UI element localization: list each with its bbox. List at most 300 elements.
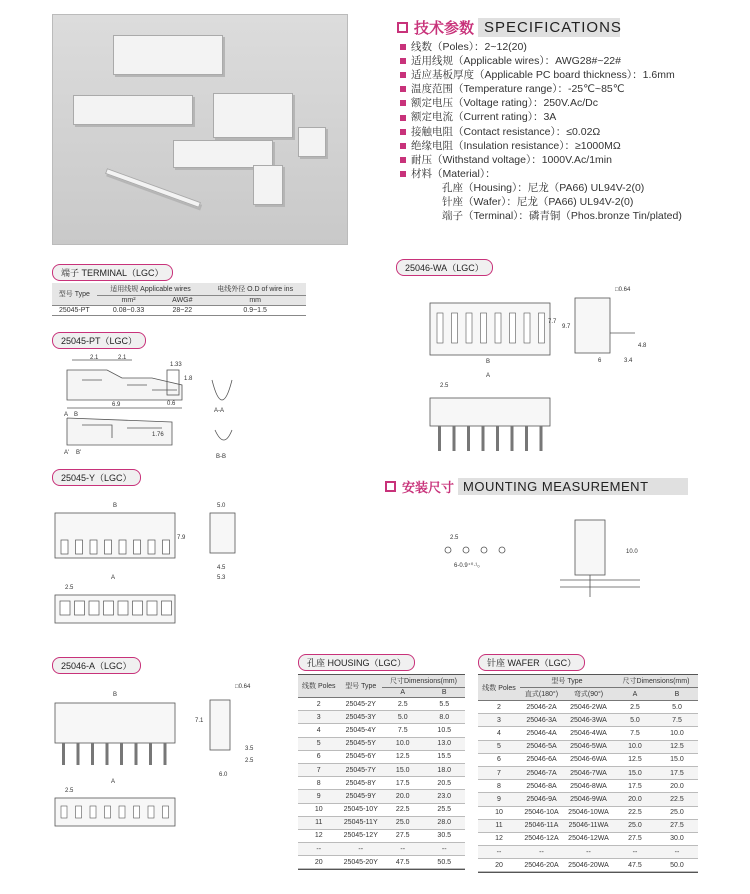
- material-item: 孔座（Housing）：尼龙（PA66) UL94V-2(0): [442, 181, 645, 194]
- terminal-header-awg: AWG#: [160, 296, 204, 306]
- dim-label: 9.7: [562, 324, 571, 330]
- slot: [90, 540, 97, 554]
- table-row: [298, 843, 465, 856]
- pin: [149, 743, 152, 765]
- y-drawing: [45, 495, 255, 645]
- table-cell: 12.5: [614, 753, 656, 766]
- mounting-drawing: [430, 505, 660, 605]
- table-row: [298, 790, 465, 803]
- dim-label: □0.64: [235, 684, 251, 690]
- spec-item: 温度范围（Temperature range）：-25℃~85℃: [400, 82, 682, 96]
- table-cell: 5.0: [656, 701, 698, 714]
- pin-hole: [119, 806, 125, 818]
- specifications-header: [397, 17, 620, 38]
- table-cell: 2: [478, 701, 520, 714]
- table-cell: 12: [478, 832, 520, 845]
- dim-label: A: [486, 373, 491, 379]
- pin-slot: [452, 313, 458, 343]
- table-row: [478, 832, 698, 845]
- mounting-title-en: MOUNTING MEASUREMENT: [458, 478, 688, 495]
- table-cell: 22.5: [656, 793, 698, 806]
- table-cell: 15.0: [614, 766, 656, 779]
- housing-header-type: 型号 Type: [340, 675, 383, 698]
- table-cell: 27.5: [614, 832, 656, 845]
- pin-hole: [163, 806, 169, 818]
- table-cell: 25045-20Y: [340, 856, 383, 869]
- table-row: [298, 711, 465, 724]
- table-cell: 25046-12WA: [563, 832, 614, 845]
- table-cell: 25046-6A: [520, 753, 563, 766]
- terminal-header-type: 型号 Type: [52, 283, 97, 306]
- table-cell: 25046-2WA: [563, 701, 614, 714]
- table-cell: 20.0: [656, 780, 698, 793]
- spec-item: 适应基板厚度（Applicable PC board thickness）：1.6mm: [400, 68, 682, 82]
- slot: [163, 540, 170, 554]
- slot: [134, 540, 141, 554]
- table-cell: 25046-8WA: [563, 780, 614, 793]
- spec-item: 线数（Poles）：2~12(20): [400, 40, 682, 54]
- spec-item: 耐压（Withstand voltage）：1000V.Ac/1min: [400, 153, 682, 167]
- dim-label: B: [486, 359, 491, 365]
- table-cell: 18.0: [423, 763, 465, 776]
- table-row: [298, 816, 465, 829]
- table-row: [298, 763, 465, 776]
- table-cell: 20: [478, 859, 520, 872]
- wafer-table-wrap: [478, 674, 698, 873]
- slot: [61, 540, 68, 554]
- table-cell: 10: [478, 806, 520, 819]
- pin: [496, 426, 499, 451]
- table-cell: 20.5: [423, 777, 465, 790]
- table-cell: 25046-9A: [520, 793, 563, 806]
- table-cell: 15.0: [656, 753, 698, 766]
- slot: [148, 540, 155, 554]
- dim-label: □0.64: [615, 287, 631, 293]
- slot: [89, 601, 99, 615]
- table-cell: 12: [298, 829, 340, 842]
- table-row: [478, 714, 698, 727]
- table-cell: 2: [298, 698, 340, 711]
- pin: [91, 743, 94, 765]
- table-cell: 25046-4A: [520, 727, 563, 740]
- table-row: 25045-PT 0.08~0.33 28~22 0.9~1.5: [52, 306, 306, 316]
- a-tag: 25046-A（LGC）: [52, 657, 141, 674]
- table-cell: 25046-8A: [520, 780, 563, 793]
- table-cell: 12.5: [656, 740, 698, 753]
- terminal-table: [52, 283, 306, 316]
- table-cell: 13.0: [423, 737, 465, 750]
- pin: [540, 426, 543, 451]
- pin-slot: [510, 313, 516, 343]
- dim-label: B: [113, 503, 118, 509]
- table-cell: 25046-5WA: [563, 740, 614, 753]
- table-row: [478, 727, 698, 740]
- table-cell: 6: [478, 753, 520, 766]
- table-cell: 25046-9WA: [563, 793, 614, 806]
- housing-table-wrap: [298, 674, 465, 870]
- table-cell: 2.5: [382, 698, 423, 711]
- table-cell: 4: [478, 727, 520, 740]
- table-row: [478, 859, 698, 872]
- dim-label: 2.5: [65, 788, 74, 794]
- bullet-icon: [400, 171, 406, 177]
- dim-label: 2.5: [65, 585, 74, 591]
- table-cell: 30.5: [423, 829, 465, 842]
- terminal-header-od: 电线外径 O.D of wire ins: [204, 283, 306, 296]
- bullet-icon: [400, 129, 406, 135]
- table-cell: --: [563, 846, 614, 859]
- table-cell: 7: [478, 766, 520, 779]
- table-cell: --: [298, 843, 340, 856]
- dim-label: A: [64, 412, 69, 418]
- table-cell: 25046-6WA: [563, 753, 614, 766]
- table-row: [478, 780, 698, 793]
- pin-slot: [539, 313, 545, 343]
- pin-hole: [90, 806, 96, 818]
- table-row: [478, 701, 698, 714]
- dim-label: 2.1: [118, 355, 127, 361]
- table-cell: 10.5: [423, 724, 465, 737]
- table-cell: 5.0: [382, 711, 423, 724]
- table-cell: 25.0: [614, 819, 656, 832]
- dim-label: 7.1: [195, 718, 204, 724]
- dim-label: B: [113, 692, 118, 698]
- bullet-icon: [400, 157, 406, 163]
- table-cell: 7.5: [656, 714, 698, 727]
- pin: [164, 743, 167, 765]
- table-cell: --: [520, 846, 563, 859]
- pin-slot: [466, 313, 472, 343]
- table-cell: 4: [298, 724, 340, 737]
- specifications-list: [400, 40, 682, 223]
- table-cell: 25.5: [423, 803, 465, 816]
- slot: [105, 540, 112, 554]
- wafer-header-dim: 尺寸Dimensions(mm): [614, 675, 698, 688]
- table-cell: 25046-5A: [520, 740, 563, 753]
- table-cell: 47.5: [382, 856, 423, 869]
- table-cell: 17.5: [614, 780, 656, 793]
- wa-drawing: [420, 283, 660, 463]
- pin: [467, 426, 470, 451]
- housing-tag: 孔座 HOUSING（LGC）: [298, 654, 415, 671]
- table-cell: 3: [478, 714, 520, 727]
- table-cell: 25046-7A: [520, 766, 563, 779]
- pin: [511, 426, 514, 451]
- pin: [453, 426, 456, 451]
- wafer-table: [478, 675, 698, 872]
- table-cell: 25045-4Y: [340, 724, 383, 737]
- table-cell: 17.5: [382, 777, 423, 790]
- slot: [133, 601, 143, 615]
- terminal-header-mm2: mm²: [97, 296, 161, 306]
- bullet-icon: [400, 100, 406, 106]
- table-cell: 25046-7WA: [563, 766, 614, 779]
- table-cell: 25045-2Y: [340, 698, 383, 711]
- dim-label: 7.9: [177, 535, 186, 541]
- table-cell: 25046-20A: [520, 859, 563, 872]
- table-cell: 8.0: [423, 711, 465, 724]
- pin: [77, 743, 80, 765]
- bullet-icon: [400, 72, 406, 78]
- table-cell: 20.0: [382, 790, 423, 803]
- dim-label: 6.0: [219, 772, 228, 778]
- table-cell: 2.5: [614, 701, 656, 714]
- table-cell: 22.5: [382, 803, 423, 816]
- pt-drawing: [52, 350, 302, 462]
- slot: [75, 601, 85, 615]
- dim-label: 4.5: [217, 565, 226, 571]
- pin-hole: [76, 806, 82, 818]
- bullet-icon: [400, 143, 406, 149]
- table-row: [478, 819, 698, 832]
- table-cell: --: [340, 843, 383, 856]
- slot: [104, 601, 114, 615]
- dim-label: B-B: [216, 454, 227, 460]
- table-cell: 3: [298, 711, 340, 724]
- table-row: [478, 806, 698, 819]
- housing-header-a: A: [382, 688, 423, 698]
- slot: [119, 540, 126, 554]
- material-item: 端子（Terminal）：磷青铜（Phos.bronze Tin/plated): [442, 210, 682, 223]
- table-cell: 10.0: [614, 740, 656, 753]
- table-cell: 12.5: [382, 750, 423, 763]
- dim-label: 3.4: [624, 358, 633, 364]
- table-cell: 25045-10Y: [340, 803, 383, 816]
- table-cell: 25046-2A: [520, 701, 563, 714]
- dim-label: 6: [598, 358, 602, 364]
- table-cell: 47.5: [614, 859, 656, 872]
- dim-label: A': [64, 450, 70, 456]
- pin-hole: [134, 806, 140, 818]
- table-row: [298, 829, 465, 842]
- pt-tag: 25045-PT（LGC）: [52, 332, 146, 349]
- slot: [147, 601, 157, 615]
- table-cell: 11: [298, 816, 340, 829]
- dim-label: A: [111, 779, 116, 785]
- table-cell: --: [382, 843, 423, 856]
- table-cell: 8: [298, 777, 340, 790]
- table-cell: --: [656, 846, 698, 859]
- pin: [135, 743, 138, 765]
- y-tag: 25045-Y（LGC）: [52, 469, 141, 486]
- table-cell: --: [478, 846, 520, 859]
- table-cell: 11: [478, 819, 520, 832]
- dim-label: 3.5: [245, 746, 254, 752]
- table-cell: 25.0: [382, 816, 423, 829]
- pin-hole: [105, 806, 111, 818]
- dim-label: 5.3: [217, 575, 226, 581]
- table-row: [478, 740, 698, 753]
- table-cell: 25045-3Y: [340, 711, 383, 724]
- table-cell: 25046-12A: [520, 832, 563, 845]
- table-cell: --: [614, 846, 656, 859]
- table-cell: 25046-20WA: [563, 859, 614, 872]
- specifications-title-en: SPECIFICATIONS: [478, 18, 620, 37]
- table-cell: 9: [298, 790, 340, 803]
- slot: [162, 601, 172, 615]
- mounting-header: [385, 477, 688, 496]
- spec-item: 额定电压（Voltage rating）：250V.Ac/Dc: [400, 96, 682, 110]
- spec-item: 材料（Material）：: [400, 167, 682, 181]
- table-cell: 6: [298, 750, 340, 763]
- specifications-title-cn: 技术参数: [414, 20, 475, 37]
- spec-item: 适用线规（Applicable wires）：AWG28#~22#: [400, 54, 682, 68]
- table-cell: 23.0: [423, 790, 465, 803]
- table-row: [478, 793, 698, 806]
- section-marker-icon: [385, 481, 396, 492]
- wafer-header-straight: 直式(180°): [520, 688, 563, 701]
- table-cell: 25046-3A: [520, 714, 563, 727]
- table-row: [298, 698, 465, 711]
- housing-header-dim: 尺寸Dimensions(mm): [382, 675, 465, 688]
- table-cell: 50.0: [656, 859, 698, 872]
- bullet-icon: [400, 115, 406, 121]
- dim-label: 10.0: [626, 549, 638, 555]
- slot: [118, 601, 128, 615]
- table-cell: 5: [298, 737, 340, 750]
- table-row: [298, 724, 465, 737]
- wafer-header-a: A: [614, 688, 656, 701]
- pin-slot: [437, 313, 443, 343]
- table-cell: 5.0: [614, 714, 656, 727]
- table-cell: 28.0: [423, 816, 465, 829]
- pin-slot: [524, 313, 530, 343]
- table-cell: 22.5: [614, 806, 656, 819]
- table-cell: 25046-11WA: [563, 819, 614, 832]
- table-cell: 25046-3WA: [563, 714, 614, 727]
- dim-label: 2.5: [245, 758, 254, 764]
- dim-label: A: [111, 575, 116, 581]
- pin-slot: [495, 313, 501, 343]
- table-cell: 25046-10WA: [563, 806, 614, 819]
- dim-label: 1.76: [152, 432, 164, 438]
- table-row: [478, 753, 698, 766]
- pin: [106, 743, 109, 765]
- dim-label: 1.8: [184, 376, 193, 382]
- spec-item: 绝缘电阻（Insulation resistance）：≥1000MΩ: [400, 139, 682, 153]
- dim-label: B': [76, 450, 82, 456]
- dim-label: 5.0: [217, 503, 226, 509]
- table-cell: --: [423, 843, 465, 856]
- table-cell: 30.0: [656, 832, 698, 845]
- table-cell: 8: [478, 780, 520, 793]
- dim-label: 1.33: [170, 362, 182, 368]
- table-cell: 25046-4WA: [563, 727, 614, 740]
- housing-header-b: B: [423, 688, 465, 698]
- bullet-icon: [400, 58, 406, 64]
- wafer-tag: 针座 WAFER（LGC）: [478, 654, 585, 671]
- table-cell: 20.0: [614, 793, 656, 806]
- wa-tag: 25046-WA（LGC）: [396, 259, 493, 276]
- mounting-title-cn: 安装尺寸: [402, 480, 455, 495]
- terminal-tag: 端子 TERMINAL（LGC）: [52, 264, 173, 281]
- section-marker-icon: [397, 22, 408, 33]
- slot: [60, 601, 70, 615]
- table-cell: 50.5: [423, 856, 465, 869]
- table-cell: 7.5: [382, 724, 423, 737]
- table-cell: 25045-9Y: [340, 790, 383, 803]
- pin-hole: [61, 806, 67, 818]
- wafer-header-b: B: [656, 688, 698, 701]
- table-cell: 25045-8Y: [340, 777, 383, 790]
- pin: [525, 426, 528, 451]
- dim-label: 0.6: [167, 401, 176, 407]
- table-cell: 10.0: [382, 737, 423, 750]
- table-cell: 10: [298, 803, 340, 816]
- table-cell: 5.5: [423, 698, 465, 711]
- table-row: [478, 846, 698, 859]
- wafer-header-poles: 线数 Poles: [478, 675, 520, 701]
- table-row: [478, 766, 698, 779]
- wafer-header-right: 弯式(90°): [563, 688, 614, 701]
- table-row: [298, 777, 465, 790]
- slot: [76, 540, 83, 554]
- table-cell: 10.0: [656, 727, 698, 740]
- table-cell: 15.0: [382, 763, 423, 776]
- table-row: [298, 737, 465, 750]
- housing-table: [298, 675, 465, 869]
- dim-label: 6-0.9⁺⁰·¹₀: [454, 563, 480, 569]
- bullet-icon: [400, 44, 406, 50]
- table-cell: 7.5: [614, 727, 656, 740]
- wafer-header-type: 型号 Type: [520, 675, 614, 688]
- table-cell: 25045-5Y: [340, 737, 383, 750]
- table-cell: 5: [478, 740, 520, 753]
- dim-label: 2.5: [450, 535, 459, 541]
- table-row: [298, 803, 465, 816]
- table-cell: 25045-11Y: [340, 816, 383, 829]
- pin-slot: [481, 313, 487, 343]
- dim-label: A-A: [214, 408, 225, 414]
- material-item: 针座（Wafer）：尼龙（PA66) UL94V-2(0): [442, 196, 634, 209]
- a-drawing: [45, 678, 270, 838]
- table-cell: 25.0: [656, 806, 698, 819]
- table-cell: 25045-7Y: [340, 763, 383, 776]
- pin: [482, 426, 485, 451]
- terminal-header-wires: 适用线规 Applicable wires: [97, 283, 205, 296]
- table-cell: 7: [298, 763, 340, 776]
- table-cell: 9: [478, 793, 520, 806]
- table-cell: 27.5: [382, 829, 423, 842]
- table-cell: 27.5: [656, 819, 698, 832]
- dim-label: B: [74, 412, 79, 418]
- pin: [62, 743, 65, 765]
- dim-label: 2.1: [90, 355, 99, 361]
- table-cell: 25045-12Y: [340, 829, 383, 842]
- housing-header-poles: 线数 Poles: [298, 675, 340, 698]
- table-cell: 25046-10A: [520, 806, 563, 819]
- dim-label: 4.8: [638, 343, 647, 349]
- dim-label: 2.5: [440, 383, 449, 389]
- pin: [120, 743, 123, 765]
- table-cell: 25045-6Y: [340, 750, 383, 763]
- table-row: [298, 856, 465, 869]
- bullet-icon: [400, 86, 406, 92]
- table-row: [298, 750, 465, 763]
- table-cell: 17.5: [656, 766, 698, 779]
- dim-label: 6.9: [112, 402, 121, 408]
- spec-item: 接触电阻（Contact resistance）：≤0.02Ω: [400, 125, 682, 139]
- dim-label: 7.7: [548, 319, 557, 325]
- spec-item: 额定电流（Current rating）：3A: [400, 110, 682, 124]
- terminal-header-mm: mm: [204, 296, 306, 306]
- pin-hole: [148, 806, 154, 818]
- table-cell: 20: [298, 856, 340, 869]
- table-cell: 15.5: [423, 750, 465, 763]
- table-cell: 25046-11A: [520, 819, 563, 832]
- pin: [438, 426, 441, 451]
- product-photo: [52, 14, 348, 245]
